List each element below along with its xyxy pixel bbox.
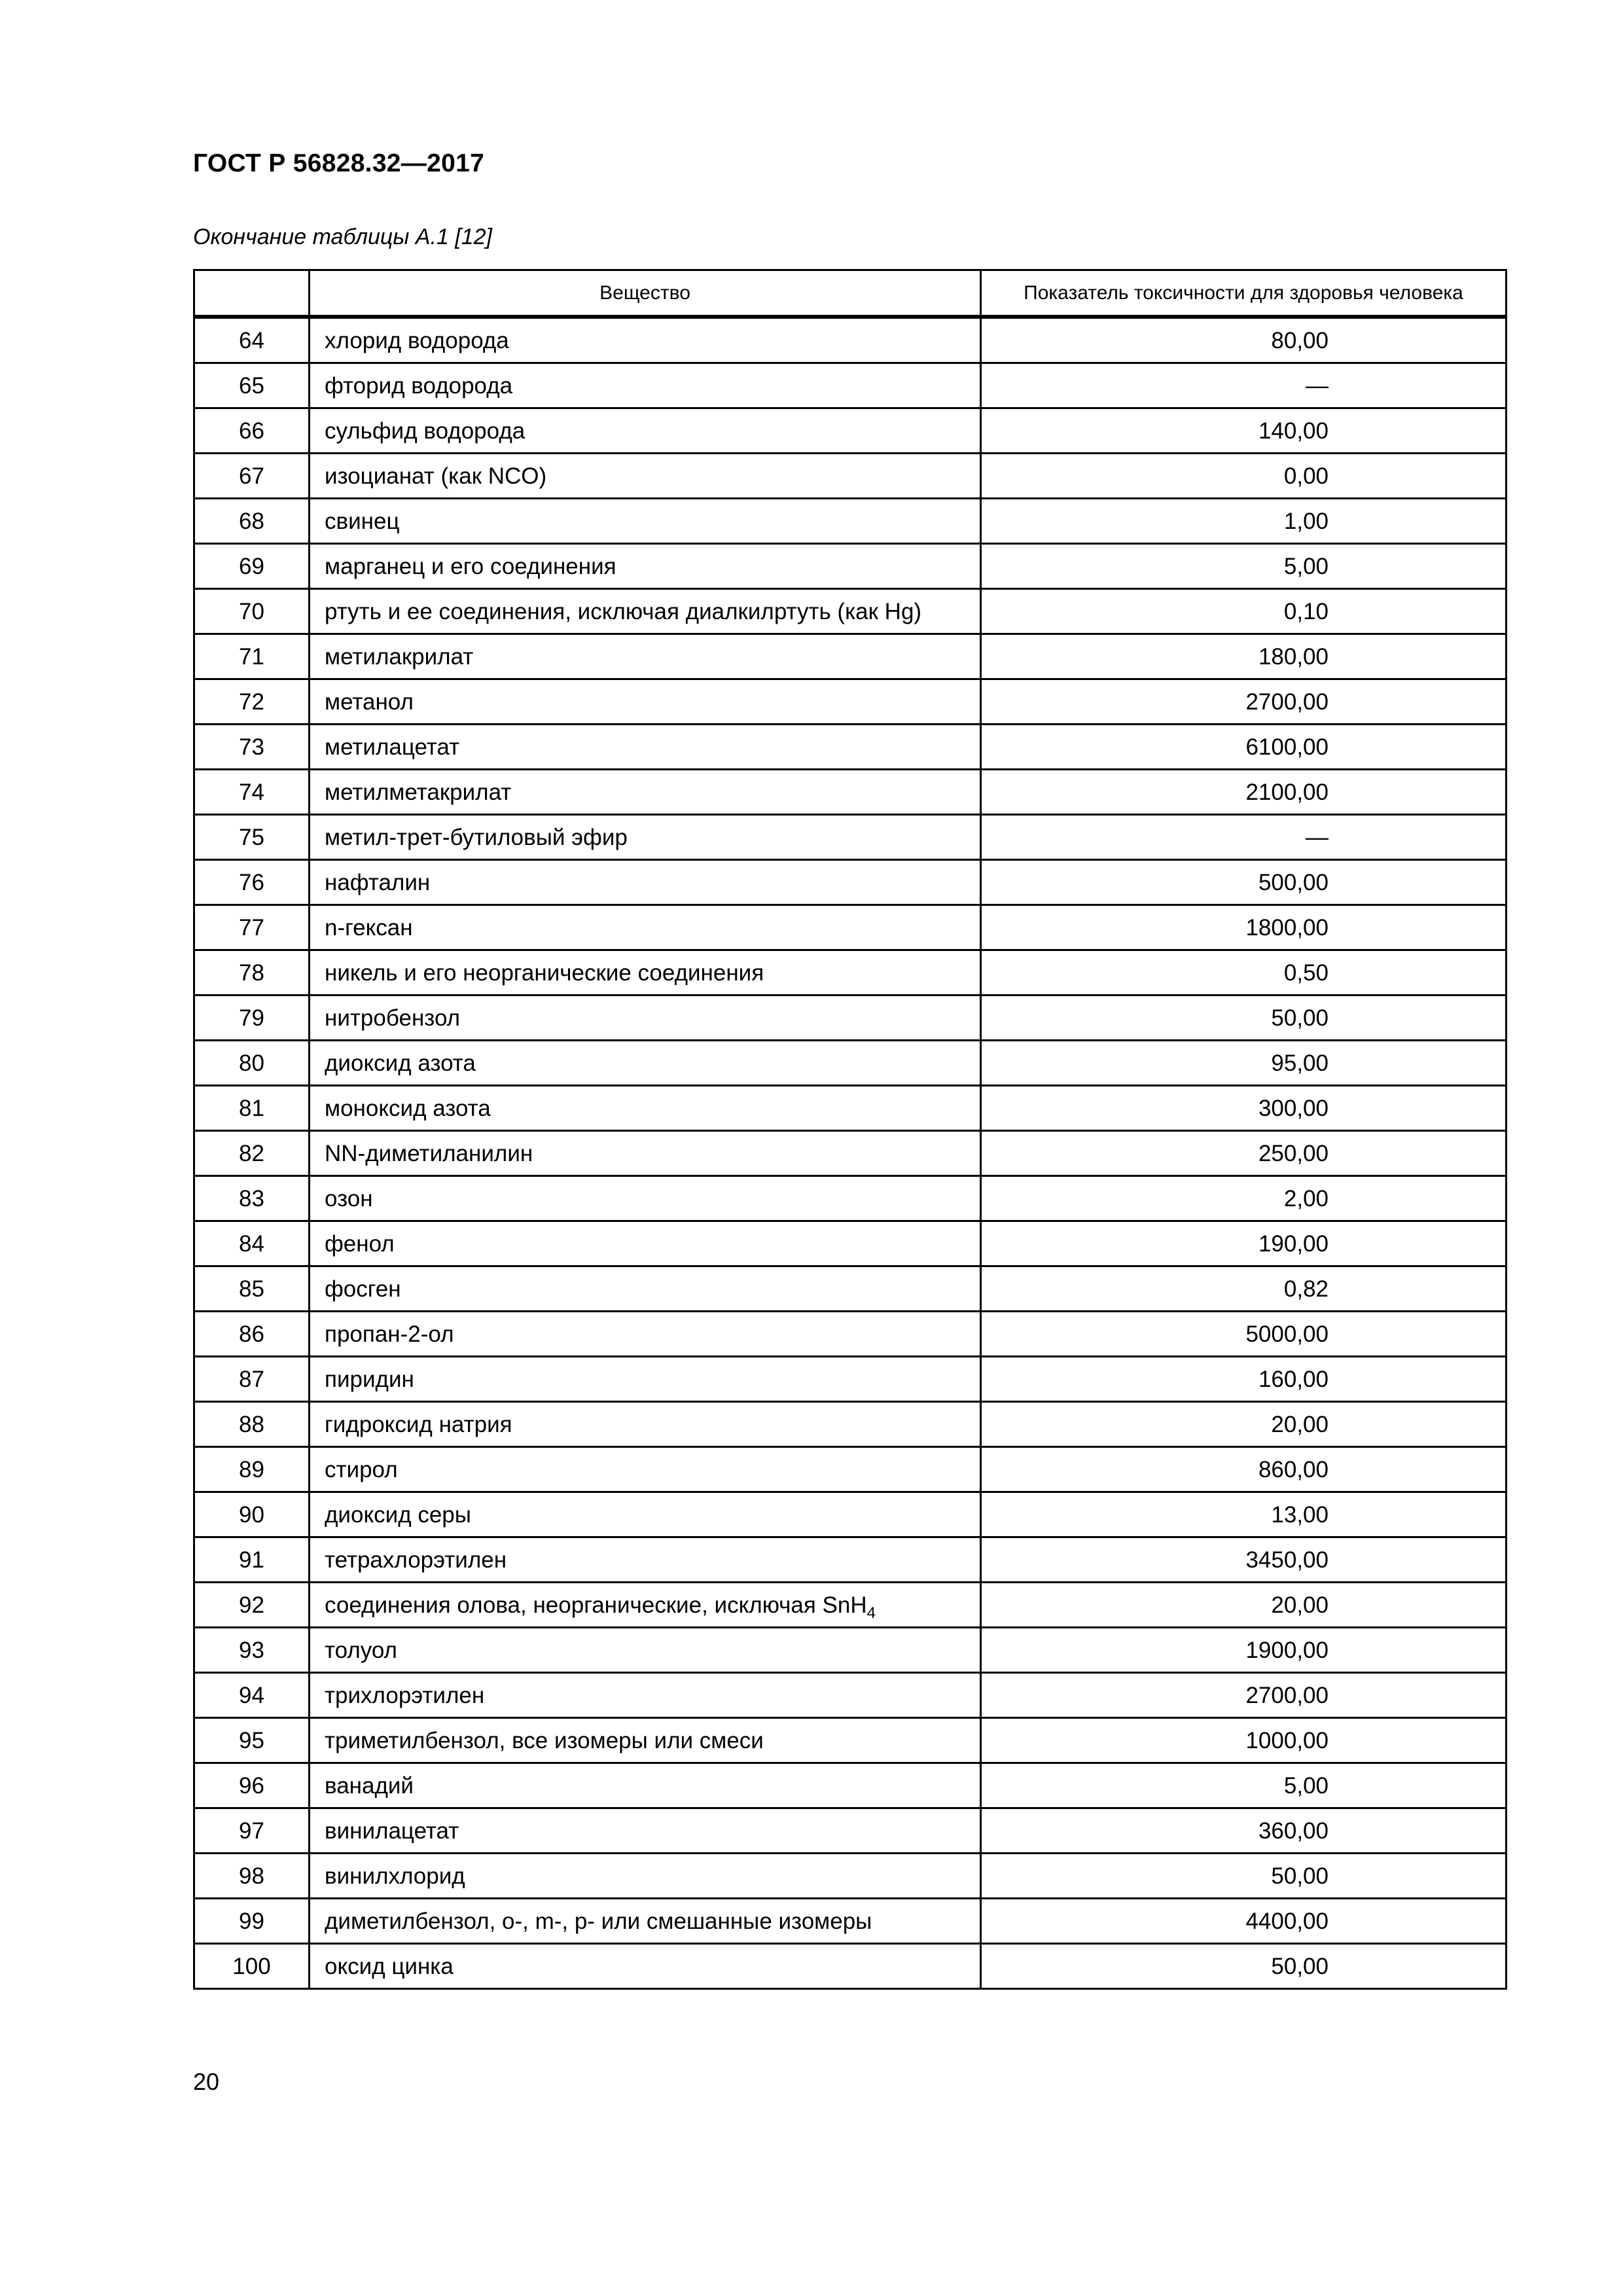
table-row	[194, 996, 1507, 1041]
row-number: 88	[194, 1402, 310, 1447]
row-number: 80	[194, 1041, 310, 1086]
substance-name	[310, 996, 981, 1041]
substance-name	[310, 634, 981, 679]
row-number: 79	[194, 996, 310, 1041]
table-row	[194, 454, 1507, 499]
table-row	[194, 950, 1507, 996]
table-row	[194, 1628, 1507, 1673]
row-number: 96	[194, 1763, 310, 1808]
substance-text: триметилбензол, все изомеры или смеси	[325, 1727, 764, 1753]
row-number: 100	[194, 1944, 310, 1989]
row-number: 72	[194, 679, 310, 725]
toxicity-value: 0,10	[981, 589, 1507, 634]
substance-name	[310, 1357, 981, 1402]
table-row	[194, 363, 1507, 408]
row-number: 68	[194, 499, 310, 544]
substance-name	[310, 1583, 981, 1628]
substance-name	[310, 1944, 981, 1989]
table-body	[194, 317, 1507, 1989]
substance-text: озон	[325, 1185, 373, 1211]
row-number: 83	[194, 1176, 310, 1221]
table-row	[194, 589, 1507, 634]
toxicity-value: 13,00	[981, 1492, 1507, 1537]
row-number: 73	[194, 725, 310, 770]
table-row	[194, 1402, 1507, 1447]
substance-text: изоцианат (как NCO)	[325, 463, 547, 489]
toxicity-table	[193, 269, 1507, 1990]
toxicity-value: 0,50	[981, 950, 1507, 996]
document-header: ГОСТ Р 56828.32—2017	[193, 149, 485, 177]
row-number: 95	[194, 1718, 310, 1763]
table-row	[194, 860, 1507, 905]
toxicity-value: 250,00	[981, 1131, 1507, 1176]
substance-name	[310, 1673, 981, 1718]
substance-subscript: 4	[866, 1604, 876, 1622]
row-number: 82	[194, 1131, 310, 1176]
toxicity-value: 1800,00	[981, 905, 1507, 950]
row-number: 78	[194, 950, 310, 996]
table-row	[194, 1357, 1507, 1402]
table-row	[194, 1086, 1507, 1131]
table-row	[194, 1854, 1507, 1899]
substance-text: пиридин	[325, 1366, 414, 1392]
substance-name	[310, 1041, 981, 1086]
toxicity-value: 20,00	[981, 1402, 1507, 1447]
row-number: 70	[194, 589, 310, 634]
substance-text: диоксид серы	[325, 1501, 471, 1528]
substance-text: метанол	[325, 689, 414, 715]
toxicity-value: 5000,00	[981, 1312, 1507, 1357]
table-row	[194, 1221, 1507, 1266]
substance-name	[310, 1221, 981, 1266]
substance-text: нитробензол	[325, 1005, 461, 1031]
substance-text: NN-диметиланилин	[325, 1140, 533, 1166]
table-row	[194, 1266, 1507, 1312]
row-number: 86	[194, 1312, 310, 1357]
column-header-number	[194, 270, 310, 317]
toxicity-value: 2700,00	[981, 679, 1507, 725]
row-number: 64	[194, 317, 310, 363]
table-row	[194, 317, 1507, 363]
toxicity-value: 180,00	[981, 634, 1507, 679]
substance-text: винилацетат	[325, 1818, 459, 1844]
toxicity-value: 300,00	[981, 1086, 1507, 1131]
table-row	[194, 1312, 1507, 1357]
substance-text: толуол	[325, 1637, 397, 1663]
toxicity-value: 160,00	[981, 1357, 1507, 1402]
substance-text: гидроксид натрия	[325, 1411, 512, 1437]
toxicity-value: 1900,00	[981, 1628, 1507, 1673]
table-row	[194, 544, 1507, 589]
substance-name	[310, 1266, 981, 1312]
table-row	[194, 1583, 1507, 1628]
table-row	[194, 1492, 1507, 1537]
table-row	[194, 725, 1507, 770]
row-number: 74	[194, 770, 310, 815]
row-number: 66	[194, 408, 310, 454]
substance-text: пропан-2-ол	[325, 1321, 454, 1347]
table-row	[194, 815, 1507, 860]
substance-name	[310, 1402, 981, 1447]
substance-text: соединения олова, неорганические, исключая SnH	[325, 1592, 867, 1618]
substance-name	[310, 1312, 981, 1357]
table-row	[194, 634, 1507, 679]
substance-text: свинец	[325, 508, 400, 534]
toxicity-value: 3450,00	[981, 1537, 1507, 1583]
toxicity-value: 20,00	[981, 1583, 1507, 1628]
substance-name	[310, 589, 981, 634]
substance-text: никель и его неорганические соединения	[325, 960, 764, 986]
row-number: 77	[194, 905, 310, 950]
substance-name	[310, 725, 981, 770]
substance-text: трихлорэтилен	[325, 1682, 485, 1708]
row-number: 87	[194, 1357, 310, 1402]
substance-name	[310, 1763, 981, 1808]
substance-name	[310, 905, 981, 950]
substance-text: ртуть и ее соединения, исключая диалкилртуть (как Hg)	[325, 598, 922, 624]
substance-name	[310, 1176, 981, 1221]
substance-name	[310, 317, 981, 363]
row-number: 69	[194, 544, 310, 589]
toxicity-value: 50,00	[981, 1944, 1507, 1989]
toxicity-value: 5,00	[981, 1763, 1507, 1808]
row-number: 84	[194, 1221, 310, 1266]
substance-text: сульфид водорода	[325, 418, 526, 444]
substance-text: нафталин	[325, 869, 431, 895]
table-row	[194, 1176, 1507, 1221]
toxicity-value: 95,00	[981, 1041, 1507, 1086]
row-number: 98	[194, 1854, 310, 1899]
row-number: 76	[194, 860, 310, 905]
substance-name	[310, 1492, 981, 1537]
table-row	[194, 1763, 1507, 1808]
substance-name	[310, 1628, 981, 1673]
substance-text: метилакрилат	[325, 643, 474, 670]
toxicity-value: —	[981, 363, 1507, 408]
page-number: 20	[193, 2068, 220, 2095]
substance-name	[310, 1854, 981, 1899]
row-number: 91	[194, 1537, 310, 1583]
toxicity-value: 2,00	[981, 1176, 1507, 1221]
substance-name	[310, 1447, 981, 1492]
table-row	[194, 770, 1507, 815]
substance-name	[310, 679, 981, 725]
toxicity-value: 50,00	[981, 996, 1507, 1041]
table-row	[194, 1041, 1507, 1086]
substance-text: хлорид водорода	[325, 327, 509, 353]
toxicity-value: —	[981, 815, 1507, 860]
row-number: 92	[194, 1583, 310, 1628]
table-row	[194, 499, 1507, 544]
substance-text: винилхлорид	[325, 1863, 465, 1889]
substance-name	[310, 363, 981, 408]
substance-name	[310, 499, 981, 544]
toxicity-value: 1000,00	[981, 1718, 1507, 1763]
substance-text: оксид цинка	[325, 1953, 454, 1979]
substance-text: метилметакрилат	[325, 779, 512, 805]
toxicity-value: 360,00	[981, 1808, 1507, 1854]
substance-text: метилацетат	[325, 734, 460, 760]
toxicity-value: 500,00	[981, 860, 1507, 905]
toxicity-value: 860,00	[981, 1447, 1507, 1492]
substance-name	[310, 1718, 981, 1763]
substance-name	[310, 1086, 981, 1131]
substance-name	[310, 1131, 981, 1176]
substance-text: диоксид азота	[325, 1050, 476, 1076]
substance-text: фенол	[325, 1230, 395, 1257]
table-row	[194, 1131, 1507, 1176]
row-number: 99	[194, 1899, 310, 1944]
substance-text: метил-трет-бутиловый эфир	[325, 824, 628, 850]
toxicity-value: 2700,00	[981, 1673, 1507, 1718]
toxicity-value: 2100,00	[981, 770, 1507, 815]
table-caption: Окончание таблицы А.1 [12]	[193, 224, 493, 249]
toxicity-value: 4400,00	[981, 1899, 1507, 1944]
table-row	[194, 1537, 1507, 1583]
table-row	[194, 1808, 1507, 1854]
row-number: 67	[194, 454, 310, 499]
toxicity-value: 190,00	[981, 1221, 1507, 1266]
toxicity-value: 0,00	[981, 454, 1507, 499]
substance-name	[310, 950, 981, 996]
row-number: 75	[194, 815, 310, 860]
substance-name	[310, 544, 981, 589]
table-row	[194, 679, 1507, 725]
table-row	[194, 408, 1507, 454]
toxicity-value: 1,00	[981, 499, 1507, 544]
substance-text: диметилбензол, o-, m-, p- или смешанные изомеры	[325, 1908, 872, 1934]
substance-text: стирол	[325, 1456, 398, 1482]
substance-text: марганец и его соединения	[325, 553, 616, 579]
substance-name	[310, 1899, 981, 1944]
substance-text: ванадий	[325, 1772, 414, 1799]
column-header-substance: Вещество	[310, 270, 981, 317]
substance-name	[310, 1808, 981, 1854]
substance-text: n-гексан	[325, 914, 413, 941]
toxicity-value: 0,82	[981, 1266, 1507, 1312]
substance-text: моноксид азота	[325, 1095, 491, 1121]
substance-name	[310, 860, 981, 905]
table-row	[194, 1673, 1507, 1718]
row-number: 94	[194, 1673, 310, 1718]
row-number: 93	[194, 1628, 310, 1673]
row-number: 85	[194, 1266, 310, 1312]
row-number: 71	[194, 634, 310, 679]
toxicity-value: 50,00	[981, 1854, 1507, 1899]
substance-name	[310, 815, 981, 860]
table-row	[194, 1944, 1507, 1989]
substance-text: фосген	[325, 1276, 401, 1302]
table-header-row	[194, 270, 1507, 317]
row-number: 97	[194, 1808, 310, 1854]
substance-name	[310, 770, 981, 815]
table-row	[194, 905, 1507, 950]
row-number: 65	[194, 363, 310, 408]
row-number: 89	[194, 1447, 310, 1492]
substance-name	[310, 408, 981, 454]
table-row	[194, 1718, 1507, 1763]
substance-text: фторид водорода	[325, 372, 513, 399]
table-row	[194, 1899, 1507, 1944]
column-header-toxicity: Показатель токсичности для здоровья человека	[981, 270, 1507, 317]
toxicity-value: 140,00	[981, 408, 1507, 454]
toxicity-value: 80,00	[981, 317, 1507, 363]
substance-name	[310, 1537, 981, 1583]
toxicity-value: 5,00	[981, 544, 1507, 589]
row-number: 81	[194, 1086, 310, 1131]
table-row	[194, 1447, 1507, 1492]
toxicity-value: 6100,00	[981, 725, 1507, 770]
row-number: 90	[194, 1492, 310, 1537]
substance-name	[310, 454, 981, 499]
substance-text: тетрахлорэтилен	[325, 1547, 507, 1573]
